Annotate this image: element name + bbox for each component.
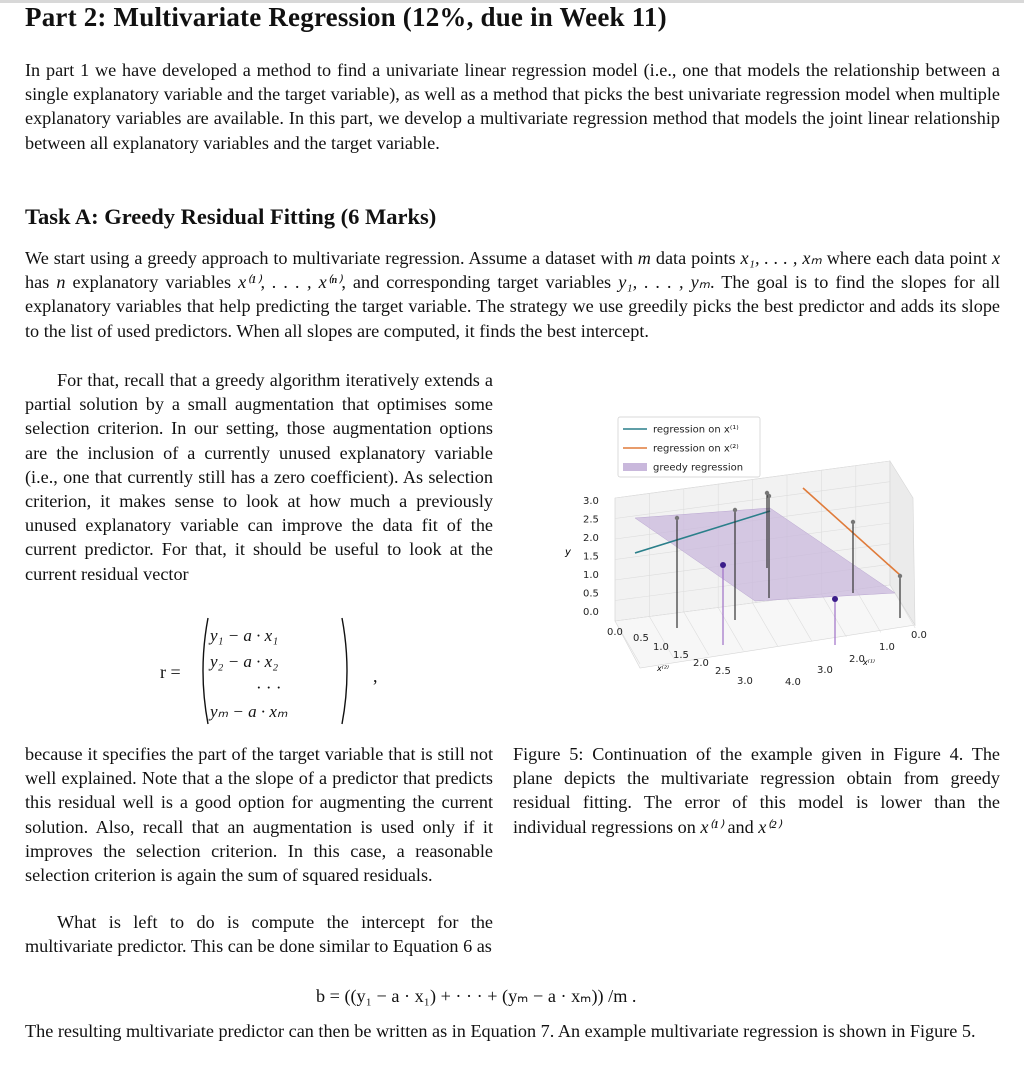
residual-lhs: r =: [160, 662, 181, 682]
intercept-equation: b = ((y₁ − a · x₁) + · · · + (yₘ − a · xₘ)) /m .: [316, 986, 637, 1006]
x2-tick-label: 2.0: [693, 658, 709, 669]
right-paren: [340, 616, 354, 726]
data-point: [733, 508, 737, 512]
x1-axis-label: x⁽¹⁾: [863, 658, 875, 667]
y-tick-label: 1.5: [583, 551, 599, 563]
legend-label-x1: regression on x⁽¹⁾: [653, 424, 739, 436]
figure-caption: Figure 5: Continuation of the example given in Figure 4. The plane depicts the multivariate regression obtain from greedy residual fitting. The error of this model is lower than the individual regressions on x⁽¹⁾ and x⁽²⁾: [513, 744, 1000, 837]
closing-paragraph: The resulting multivariate predictor can then be written as in Equation 7. An example multivariate regression is shown in Figure 5.: [25, 1021, 976, 1041]
data-point: [765, 491, 769, 495]
task-paragraph-3: because it specifies the part of the target variable that is still not well explained. Note that a the slope of a predictor that predicts this residual well is a good option for augmenting the current solution. Also, recall that an augmentation is used only if it improves the selection criterion. In this case, a reasonable selection criterion is again the sum of squared residuals.: [25, 744, 493, 886]
legend-label-plane: greedy regression: [653, 462, 744, 474]
x2-tick-label: 0.5: [633, 633, 649, 644]
residual-vector: [160, 616, 380, 726]
y-tick-label: 0.5: [583, 588, 599, 600]
residual-row: · · ·: [256, 678, 282, 697]
x2-tick-label: 1.0: [653, 642, 669, 653]
intro-paragraph: In part 1 we have developed a method to find a univariate linear regression model (i.e., one that models the relationship between a single explanatory variable and the target variable), as well as a method that picks the best univariate regression model when multiple explanatory variables are available. In this part, we develop a multivariate regression method that models the joint linear relationship between all explanatory variables and the target variable.: [25, 60, 1000, 153]
x2-tick-label: 4.0: [785, 677, 801, 688]
x2-tick-label: 3.0: [737, 676, 753, 687]
residual-row: y₁ − a · x₁: [210, 626, 279, 645]
x1-tick-label: 2.0: [849, 654, 865, 665]
x2-tick-label: 1.5: [673, 650, 689, 661]
task-paragraph-4: What is left to do is compute the intercept for the multivariate predictor. This can be done similar to Equation 6 as: [25, 912, 493, 957]
data-point: [898, 574, 902, 578]
task-paragraph-1: We start using a greedy approach to multivariate regression. Assume a dataset with m data points x₁, . . . , xₘ where each data point x has n explanatory variables x⁽¹⁾, . . . , x⁽ⁿ⁾, and corresponding target variables y₁, . . . , yₘ. The goal is to find the slopes for all explanatory variables that help predicting the target variable. The strategy we use greedily picks the best predictor and adds its slope to the list of used predictors. When all slopes are computed, it finds the best intercept.: [25, 248, 1001, 341]
legend-swatch-plane: [623, 463, 647, 471]
task-paragraph-2: For that, recall that a greedy algorithm iteratively extends a partial solution by a small augmentation that optimises some selection criterion. In our setting, those augmentation options are the inclusion of a currently unused explanatory variable (i.e., one that currently still has a zero coefficient). As selection criterion, it makes sense to look at how much a previously unused explanatory variable can improve the data fit of the current predictor. For that, it should be useful to look at the current residual vector: [25, 370, 493, 584]
y-tick-label: 0.0: [583, 607, 599, 618]
y-tick-label: 2.5: [583, 514, 599, 526]
y-tick-label: 1.0: [583, 570, 599, 581]
y-tick-label: 3.0: [583, 496, 599, 507]
x2-tick-label: 0.0: [607, 627, 623, 638]
x1-tick-label: 0.0: [911, 630, 927, 641]
data-point: [851, 520, 855, 524]
residual-row: y₂ − a · x₂: [210, 652, 279, 671]
x2-tick-label: 2.5: [715, 666, 731, 677]
section-title: Part 2: Multivariate Regression (12%, due in Week 11): [25, 2, 667, 32]
x1-tick-label: 1.0: [879, 642, 895, 653]
data-point: [675, 516, 679, 520]
y-axis-label: y: [565, 547, 571, 558]
figure-5-3d-plot: [545, 413, 940, 700]
left-paren: [196, 616, 210, 726]
data-point: [720, 562, 726, 568]
x1-tick-label: 3.0: [817, 665, 833, 676]
legend-label-x2: regression on x⁽²⁾: [653, 443, 739, 455]
y-axis-ticks: [583, 496, 599, 618]
x2-axis-label: x⁽²⁾: [657, 664, 669, 673]
residual-trailing: ,: [373, 666, 378, 686]
y-tick-label: 2.0: [583, 533, 599, 544]
task-title: Task A: Greedy Residual Fitting (6 Marks): [25, 204, 437, 229]
data-point: [832, 596, 838, 602]
residual-row: yₘ − a · xₘ: [210, 702, 288, 721]
